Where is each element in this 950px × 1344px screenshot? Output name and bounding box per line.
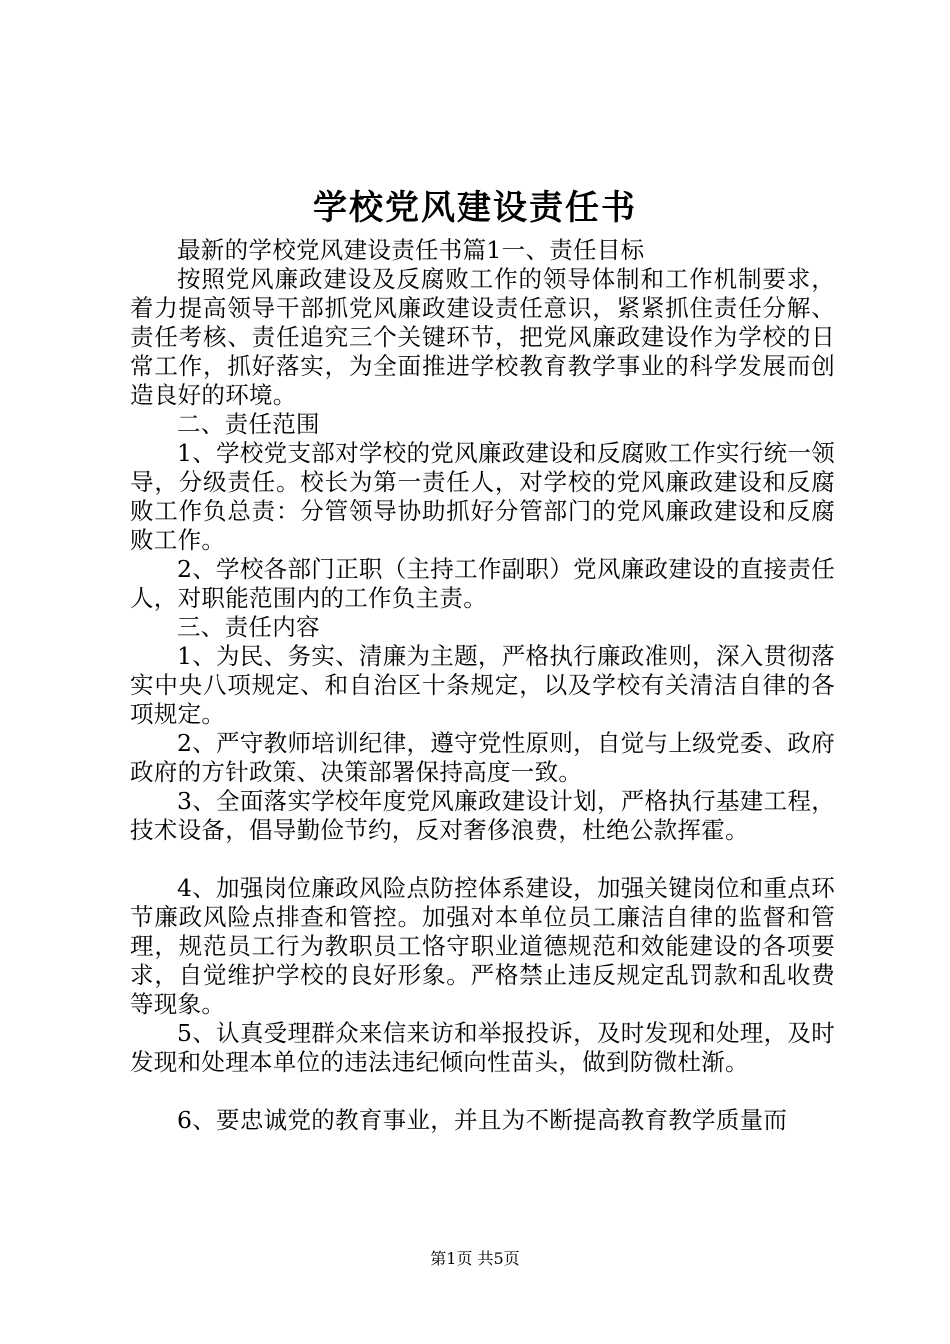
paragraph-scope-2: 2、学校各部门正职（主持工作副职）党风廉政建设的直接责任人，对职能范围内的工作负主责。: [130, 555, 835, 612]
paragraph-intro: 最新的学校党风建设责任书篇1一、责任目标: [177, 236, 645, 264]
document-title: 学校党风建设责任书: [313, 188, 637, 228]
paragraph-content-5: 5、认真受理群众来信来访和举报投诉，及时发现和处理，及时发现和处理本单位的违法违纪倾向性苗头，做到防微杜渐。: [130, 1019, 835, 1076]
paragraph-content-3: 3、全面落实学校年度党风廉政建设计划，严格执行基建工程，技术设备，倡导勤俭节约，反对奢侈浪费，杜绝公款挥霍。: [130, 787, 835, 844]
paragraph-content-4: 4、加强岗位廉政风险点防控体系建设，加强关键岗位和重点环节廉政风险点排查和管控。加强对本单位员工廉洁自律的监督和管理，规范员工行为教职员工恪守职业道德规范和效能建设的各项要求，自觉维护学校的良好形象。严格禁止违反规定乱罚款和乱收费等现象。: [130, 874, 835, 1018]
paragraph-content-2: 2、严守教师培训纪律，遵守党性原则，自觉与上级党委、政府政府的方针政策、决策部署保持高度一致。: [130, 729, 835, 786]
section-heading-content: 三、责任内容: [177, 613, 320, 641]
paragraph-content-6: 6、要忠诚党的教育事业，并且为不断提高教育教学质量而: [177, 1106, 788, 1134]
page-footer: 第1页 共5页: [430, 1249, 520, 1268]
paragraph-content-1: 1、为民、务实、清廉为主题，严格执行廉政准则，深入贯彻落实中央八项规定、和自治区十条规定，以及学校有关清洁自律的各项规定。: [130, 642, 835, 728]
section-heading-scope: 二、责任范围: [177, 410, 320, 438]
paragraph-goal: 按照党风廉政建设及反腐败工作的领导体制和工作机制要求，着力提高领导干部抓党风廉政建设责任意识，紧紧抓住责任分解、责任考核、责任追究三个关键环节，把党风廉政建设作为学校的日常工作，抓好落实，为全面推进学校教育教学事业的科学发展而创造良好的环境。: [130, 265, 835, 409]
paragraph-scope-1: 1、学校党支部对学校的党风廉政建设和反腐败工作实行统一领导，分级责任。校长为第一责任人，对学校的党风廉政建设和反腐败工作负总责：分管领导协助抓好分管部门的党风廉政建设和反腐败工作。: [130, 439, 835, 554]
document-body: [130, 236, 835, 1135]
